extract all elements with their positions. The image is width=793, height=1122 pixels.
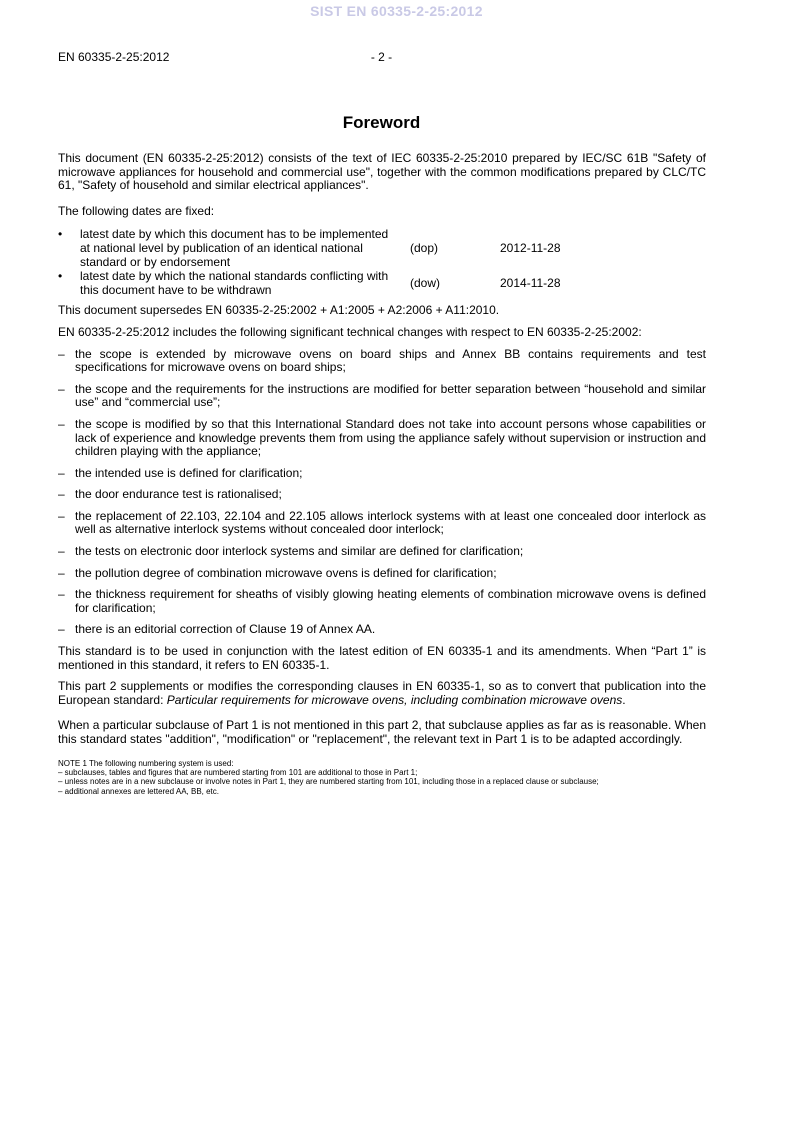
date-abbr: (dow) <box>410 275 441 290</box>
dash-marker: – <box>58 622 65 637</box>
list-item-text: the thickness requirement for sheaths of visibly glowing heating elements of combination microwave ovens is defined for clarification; <box>75 587 706 615</box>
list-item <box>58 383 706 410</box>
dates-row <box>58 270 706 297</box>
dates-intro: The following dates are fixed: <box>58 203 215 218</box>
supplement-text: This part 2 supplements or modifies the corresponding clauses in EN 60335-1, so as to convert that publication into the European standard: <box>58 679 706 707</box>
date-description-line: at national level by publication of an identical national standard or by endorsement <box>80 240 363 269</box>
list-item-text: the replacement of 22.103, 22.104 and 22.105 allows interlock systems with at least one concealed door interlock as well as alternative interlock systems without concealed door interlock; <box>75 508 706 537</box>
list-item <box>58 588 706 615</box>
dash-marker: – <box>58 565 65 580</box>
date-description-line: latest date by which the national standards conflicting with this document have to be withdrawn <box>80 269 389 297</box>
part2-supplement-paragraph <box>58 680 706 707</box>
list-item <box>58 623 706 637</box>
list-item-text: the tests on electronic door interlock systems and similar are defined for clarification; <box>75 544 524 559</box>
document-body <box>58 152 706 796</box>
note-line: – unless notes are in a new subclause or involve notes in Part 1, they are numbered starting from 101, including those in a replaced clause or subclause; <box>58 777 599 787</box>
list-item <box>58 510 706 537</box>
date-description <box>80 270 410 297</box>
date-description <box>80 228 410 270</box>
list-item <box>58 545 706 559</box>
list-item <box>58 467 706 481</box>
bullet: • <box>58 227 63 242</box>
list-item-text: the scope is modified by so that this International Standard does not take into account persons whose capabilities or lack of experience and knowledge prevents them from using the appliance safely without supervision or instruction and children playing with the appliance; <box>75 416 706 459</box>
supersedes-paragraph: This document supersedes EN 60335-2-25:2002 + A1:2005 + A2:2006 + A11:2010. <box>58 303 500 318</box>
changes-intro: EN 60335-2-25:2012 includes the following significant technical changes with respect to EN 60335-2-25:2002: <box>58 324 642 339</box>
note-line: – subclauses, tables and figures that are numbered starting from 101 are additional to those in Part 1; <box>58 768 418 777</box>
subclause-paragraph: When a particular subclause of Part 1 is not mentioned in this part 2, that subclause applies as far as is reasonable. When this standard states "addition", "modification" or "replacement", the relevant text in Part 1 is to be adapted accordingly. <box>58 718 706 746</box>
list-item-text: the pollution degree of combination microwave ovens is defined for clarification; <box>75 565 497 580</box>
dash-marker: – <box>58 508 65 523</box>
dash-marker: – <box>58 381 65 396</box>
date-value: 2012-11-28 <box>500 240 561 255</box>
list-item <box>58 567 706 581</box>
dash-marker: – <box>58 487 65 502</box>
bullet: • <box>58 269 63 284</box>
list-item <box>58 418 706 459</box>
dash-marker: – <box>58 465 65 480</box>
date-abbr: (dop) <box>410 240 439 255</box>
dash-marker: – <box>58 544 65 559</box>
header-doc-id: EN 60335-2-25:2012 <box>58 50 170 64</box>
list-item-text: the scope is extended by microwave ovens on board ships and Annex BB contains requirements and test specifications for microwave ovens on board ships; <box>75 346 706 375</box>
dash-marker: – <box>58 346 65 361</box>
note-title: NOTE 1 The following numbering system is used: <box>58 758 234 768</box>
list-item <box>58 488 706 502</box>
list-item-text: the scope and the requirements for the instructions are modified for better separation between “household and similar use” and “commercial use”; <box>75 381 706 410</box>
header-page-number: - 2 - <box>370 50 393 64</box>
note-line: – additional annexes are lettered AA, BB, etc. <box>58 786 219 796</box>
intro-paragraph: This document (EN 60335-2-25:2012) consists of the text of IEC 60335-2-25:2010 prepared by IEC/SC 61B "Safety of microwave appliances for household and commercial use", together with the common modifications prepared by CLC/TC 61, "Safety of household and similar electrical appliances". <box>58 151 706 193</box>
list-item-text: the door endurance test is rationalised; <box>75 487 282 502</box>
supplement-end: . <box>622 692 626 707</box>
page-title: Foreword <box>342 113 421 132</box>
list-item-text: the intended use is defined for clarification; <box>75 465 303 480</box>
dates-row <box>58 228 706 270</box>
part1-usage-paragraph: This standard is to be used in conjunction with the latest edition of EN 60335-1 and its amendments. When “Part 1” is mentioned in this standard, it refers to EN 60335-1. <box>58 644 706 672</box>
watermark: SIST EN 60335-2-25:2012 <box>310 3 483 19</box>
list-item <box>58 348 706 375</box>
date-description-line: latest date by which this document has to be implemented <box>80 227 389 242</box>
date-value: 2014-11-28 <box>500 275 561 290</box>
list-item-text: there is an editorial correction of Clause 19 of Annex AA. <box>75 622 376 637</box>
changes-list <box>58 348 706 638</box>
supplement-title: Particular requirements for microwave ovens, including combination microwave ovens <box>166 692 623 707</box>
dash-marker: – <box>58 416 65 431</box>
dates-table <box>58 228 706 297</box>
note-block <box>58 759 706 797</box>
dash-marker: – <box>58 587 65 602</box>
